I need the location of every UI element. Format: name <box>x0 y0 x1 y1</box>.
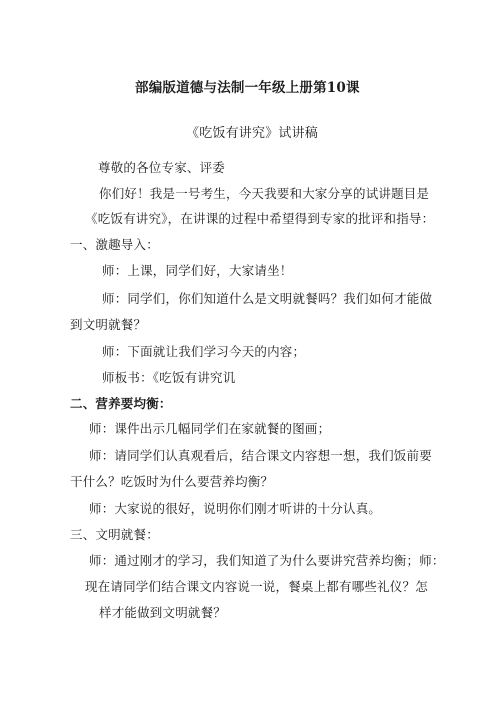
section-2-paragraph-3: 师：大家说的很好，说明你们刚才听讲的十分认真。 <box>89 501 382 516</box>
section-3-paragraph-1-line-3: 样才能做到文明就餐？ <box>99 605 227 620</box>
section-1-paragraph-1: 师：上课，同学们好，大家请坐！ <box>102 263 293 278</box>
section-2-paragraph-1: 师：课件出示几幅同学们在家就餐的图画； <box>89 421 331 436</box>
section-2-heading: 二、营养要均衡： <box>70 396 172 411</box>
section-3-paragraph-1-line-2: 现在请同学们结合课文内容说一说，餐桌上都有哪些礼仪？怎 <box>85 579 428 594</box>
greeting: 尊敬的各位专家、评委 <box>98 160 226 175</box>
document-subtitle: 《吃饭有讲究》试讲稿 <box>186 126 319 141</box>
section-3-heading: 三、文明就餐： <box>70 527 159 542</box>
intro-line-1: 你们好！我是一号考生，今天我要和大家分享的试讲题目是 <box>99 186 430 201</box>
section-1-paragraph-3: 师：下面就让我们学习今天的内容； <box>102 344 306 359</box>
section-1-heading: 一、激趣导入： <box>70 237 159 252</box>
section-1-paragraph-4: 师板书：《吃饭有讲究讥 <box>102 370 236 385</box>
document-title: 部编版道德与法制一年级上册第10课 <box>135 80 360 96</box>
intro-line-2: 《吃饭有讲究》，在讲课的过程中希望得到专家的批评和指导： <box>85 211 435 226</box>
section-2-paragraph-2-line-2: 干什么？吃饭时为什么要营养均衡？ <box>70 474 274 489</box>
section-1-paragraph-2-line-1: 师：同学们，你们知道什么是文明就餐吗？我们如何才能做 <box>102 291 433 306</box>
section-2-paragraph-2-line-1: 师：请同学们认真观看后，结合课文内容想一想，我们饭前要 <box>89 448 432 463</box>
section-1-paragraph-2-line-2: 到文明就餐？ <box>70 317 147 332</box>
section-3-paragraph-1-line-1: 师：通过刚才的学习，我们知道了为什么要讲究营养均衡；师： <box>89 553 445 568</box>
